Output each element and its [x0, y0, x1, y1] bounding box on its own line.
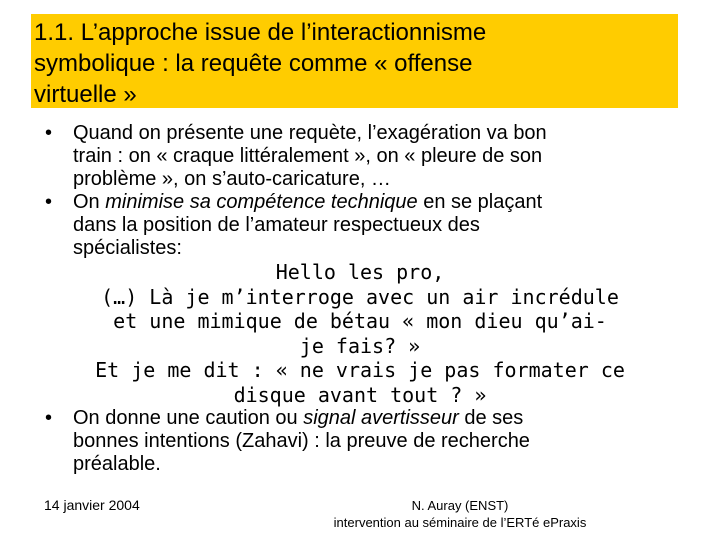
bullet-1-line-2: train : on « craque littéralement », on « pleure de son: [73, 145, 543, 167]
bullet-glyph: •: [45, 407, 53, 429]
bullet-2-prefix: On: [73, 191, 106, 213]
bullet-3-line-1: [73, 407, 720, 430]
footer-author: N. Auray (ENST): [411, 498, 509, 513]
quote-line-2: (…) Là je m’interroge avec un air incrédule: [101, 284, 619, 309]
bullet-2-emphasis: minimise sa compétence technique: [105, 191, 418, 213]
bullet-1-line-3: problème », on s’auto-caricature, …: [73, 168, 391, 190]
bullet-2-line-2: dans la position de l’amateur respectueux des: [73, 214, 480, 236]
title-line-1: 1.1. L’approche issue de l’interactionnisme: [34, 19, 487, 46]
bullet-glyph: •: [45, 191, 53, 213]
bullet-3-suffix: de ses: [458, 407, 524, 429]
bullet-item-1: [0, 122, 720, 191]
bullet-item-3: [0, 407, 720, 476]
footer-date: 14 janvier 2004: [44, 497, 140, 513]
bullet-glyph: •: [45, 122, 53, 144]
quote-line-3: et une mimique de bétau « mon dieu qu’ai-: [113, 309, 607, 333]
quote-line-1: Hello les pro,: [275, 260, 445, 284]
quote-line-6: disque avant tout ? »: [233, 382, 487, 407]
bullet-3-line-2: bonnes intentions (Zahavi) : la preuve de recherche: [73, 430, 530, 452]
footer-credits: [300, 497, 620, 531]
bullet-item-2: [0, 191, 720, 260]
bullet-2-line-1: [73, 191, 720, 214]
bullet-2-line-3: spécialistes:: [73, 237, 182, 259]
title-line-3: virtuelle »: [34, 81, 137, 108]
bullet-1-line-1: Quand on présente une requète, l’exagération va bon: [73, 122, 547, 144]
bullet-2-suffix: en se plaçant: [417, 191, 543, 213]
title-line-2: symbolique : la requête comme « offense: [34, 50, 473, 77]
bullet-3-emphasis: signal avertisseur: [303, 407, 459, 429]
bullet-3-line-3: préalable.: [73, 453, 161, 475]
quoted-forum-message: [0, 260, 720, 407]
bullet-3-prefix: On donne une caution ou: [73, 407, 304, 429]
quote-line-5: Et je me dit : « ne vrais je pas formater ce: [95, 358, 625, 382]
slide-title: [31, 14, 678, 108]
slide-body: [0, 122, 720, 476]
footer-event: intervention au séminaire de l’ERTé ePraxis: [333, 515, 587, 530]
quote-line-4: je fais? »: [299, 333, 421, 358]
